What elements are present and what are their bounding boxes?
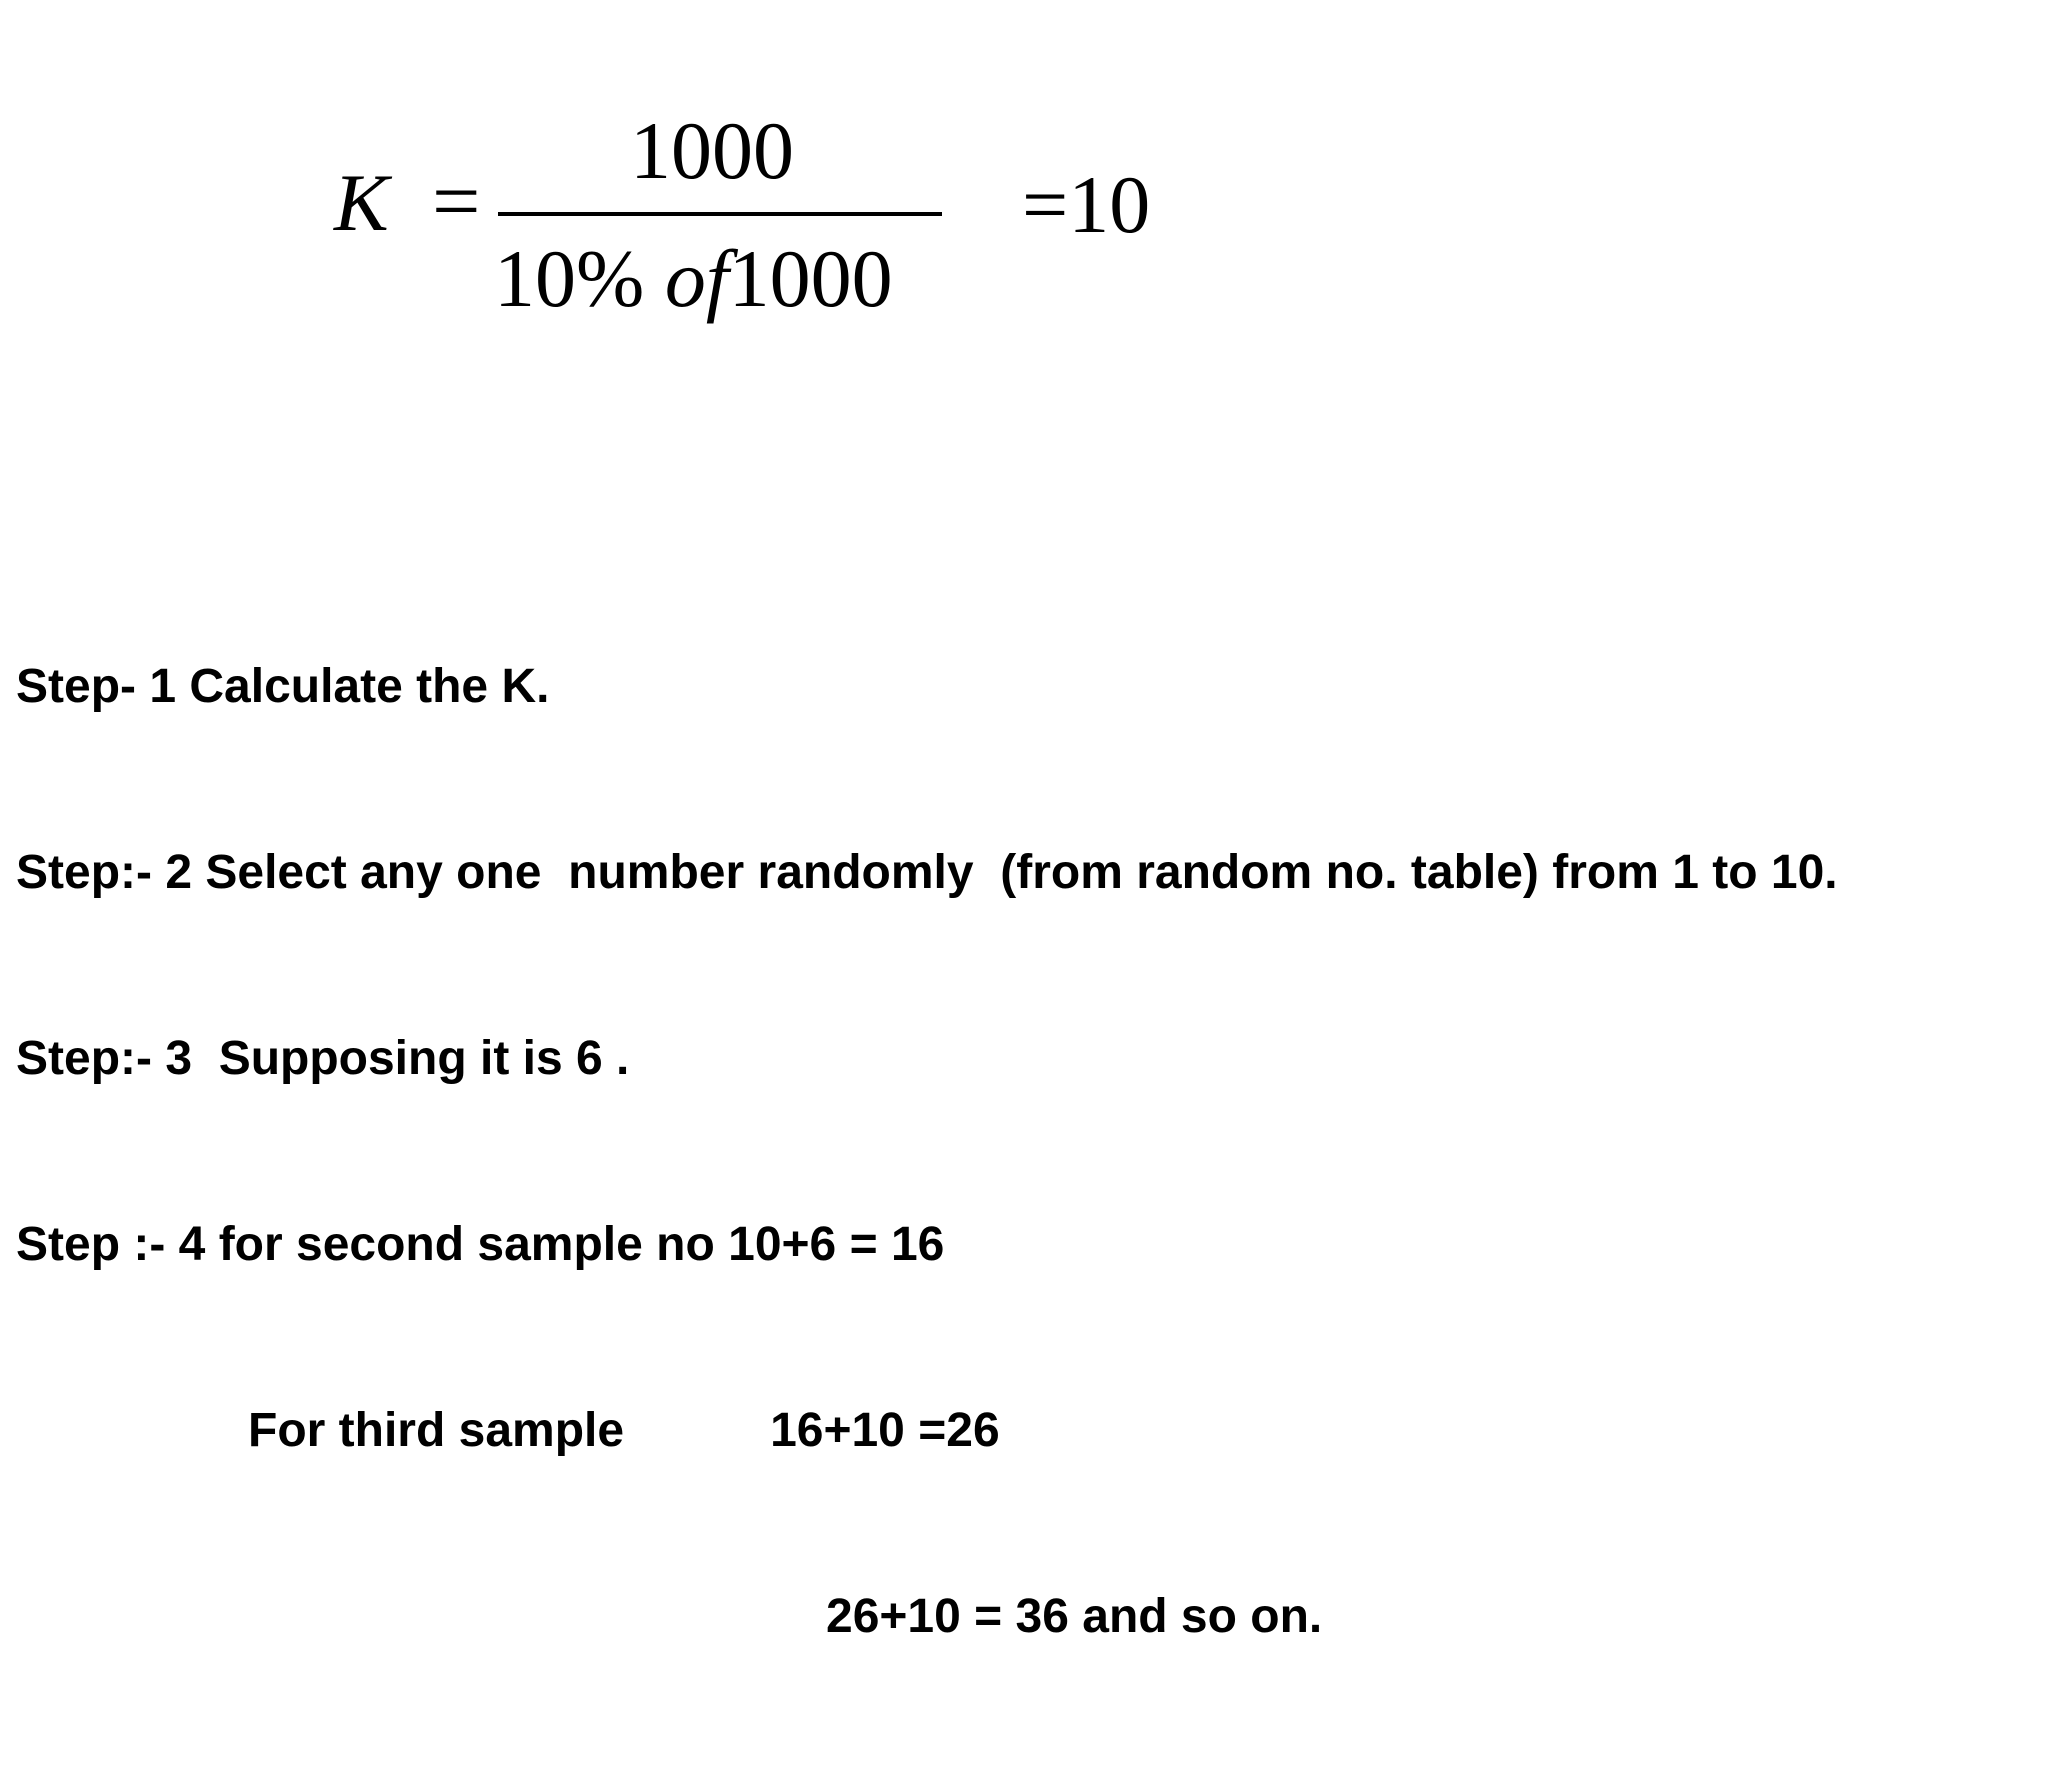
denominator-of: of [664, 233, 729, 324]
formula-equals-sign: = [432, 153, 481, 249]
formula-denominator [494, 233, 893, 324]
third-sample-calc: 16+10 =26 [770, 1404, 1000, 1457]
k-formula [330, 105, 1190, 340]
third-sample-line [16, 1400, 2036, 1462]
step-4: Step :- 4 for second sample no 10+6 = 16 [16, 1218, 945, 1271]
formula-k-symbol: K [334, 157, 389, 248]
continuation-line: 26+10 = 36 and so on. [826, 1590, 1323, 1643]
third-sample-label: For third sample [248, 1404, 625, 1457]
denominator-percent: 10% [494, 233, 645, 324]
step-2: Step:- 2 Select any one number randomly (from random no. table) from 1 to 10. [16, 846, 1838, 899]
formula-result: =10 [1022, 159, 1151, 250]
step-1: Step- 1 Calculate the K. [16, 660, 550, 713]
step-3: Step:- 3 Supposing it is 6 . [16, 1032, 630, 1085]
steps-list [16, 532, 2036, 1772]
denominator-value: 1000 [728, 233, 893, 324]
formula-numerator: 1000 [630, 105, 794, 196]
fraction-bar [498, 212, 942, 216]
